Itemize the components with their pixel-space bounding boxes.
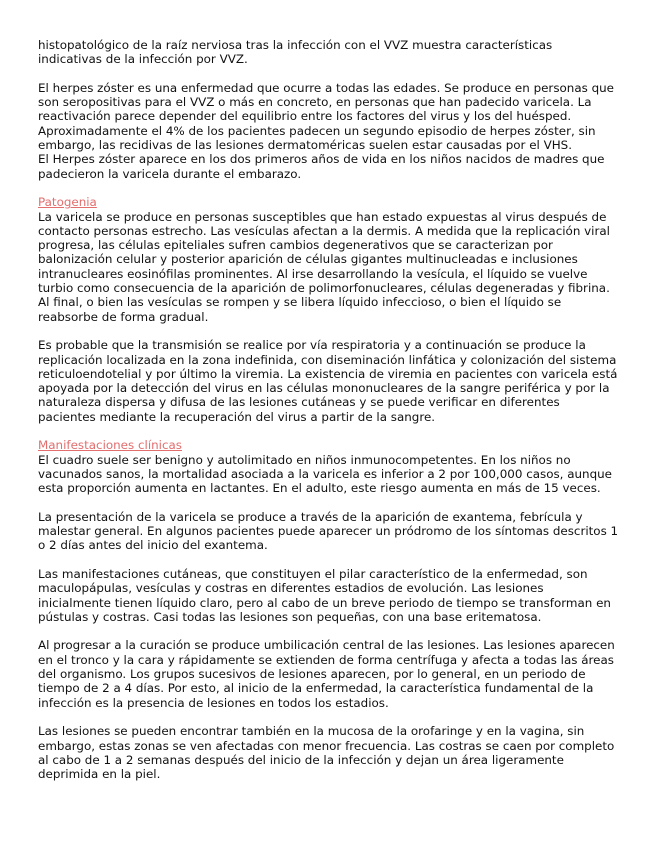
herpes-zoster-paragraph: El herpes zóster es una enfermedad que ocurre a todas las edades. Se produce en personas que son seropositivas para el VVZ o más en concreto, en personas que han padecido varicela. La reactivación parece depender del equilibrio entre los factores del virus y los del huésped. Aproximadamente el 4% de los pacientes padecen un segundo episodio de herpes zóster, sin embargo, las recidivas de las lesiones dermatoméricas suelen estar causadas por el VHS. [38, 80, 614, 153]
intro-paragraph [38, 81, 619, 181]
manifestaciones-paragraph: El cuadro suele ser benigno y autolimitado en niños inmunocompetentes. En los niños no vacunados sanos, la mortalidad asociada a la varicela es inferior a 2 por 100,000 casos, aunque esta proporción aumenta en lactantes. En el adulto, este riesgo aumenta en más de 15 veces. [38, 452, 612, 496]
manifestaciones-paragraph: La presentación de la varicela se produce a través de la aparición de exantema, febrícula y malestar general. En algunos pacientes puede aparecer un pródromo de los síntomas descritos 1 o 2 días antes del inicio del exantema. [38, 509, 619, 553]
manifestaciones-paragraph: Las manifestaciones cutáneas, que constituyen el pilar característico de la enfermedad, son maculopápulas, vesículas y costras en diferentes estadios de evolución. Las lesiones inicialmente tienen líquido claro, pero al cabo de un breve periodo de tiempo se transforman en pústulas y costras. Casi todas las lesiones son pequeñas, con una base eritematosa. [38, 566, 611, 624]
manifestaciones-paragraph: Las lesiones se pueden encontrar también en la mucosa de la orofaringe y en la vagina, sin embargo, estas zonas se ven afectadas con menor frecuencia. Las costras se caen por completo al cabo de 1 a 2 semanas después del inicio de la infección y dejan un área ligeramente deprimida en la piel. [38, 724, 615, 782]
patogenia-heading-link[interactable]: Patogenia [38, 195, 97, 210]
manifestaciones-heading-link[interactable]: Manifestaciones clínicas [38, 438, 182, 453]
patogenia-paragraph: La varicela se produce en personas susceptibles que han estado expuestas al virus después de contacto personas estrecho. Las vesículas afectan a la dermis. A medida que la replicación viral progresa, las células epiteliales sufren cambios degenerativos que se caracterizan por balonización celular y posterior aparición de células gigantes multinucleadas e inclusiones intranucleares eosinófilas prominentes. Al irse desarrollando la vesícula, el líquido se vuelve turbio como consecuencia de la aparición de polimorfonucleares, células degeneradas y fibrina. Al final, o bien las vesículas se rompen y se libera líquido infeccioso, o bien el líquido se reabsorbe de forma gradual. [38, 209, 610, 324]
patogenia-paragraph: Es probable que la transmisión se realice por vía respiratoria y a continuación se produce la replicación localizada en la zona indefinida, con diseminación linfática y colonización del sistema reticuloendotelial y por último la viremia. La existencia de viremia en pacientes con varicela está apoyada por la detección del virus en las células mononucleares de la sangre periférica y por la naturaleza dispersa y difusa de las lesiones cutáneas y se puede verificar en diferentes pacientes mediante la recuperación del virus a partir de la sangre. [38, 338, 618, 424]
manifestaciones-paragraph: Al progresar a la curación se produce umbilicación central de las lesiones. Las lesiones aparecen en el tronco y la cara y rápidamente se extienden de forma centrífuga y afecta a todas las áreas del organismo. Los grupos sucesivos de lesiones aparecen, por lo general, en un periodo de tiempo de 2 a 4 días. Por esto, al inicio de la enfermedad, la característica fundamental de la infección es la presencia de lesiones en todos los estadios. [38, 638, 615, 710]
intro-paragraph: histopatológico de la raíz nerviosa tras la infección con el VVZ muestra características indicativas de la infección por VVZ. [38, 38, 553, 67]
herpes-zoster-neonatal-paragraph: El Herpes zóster aparece en los dos primeros años de vida en los niños nacidos de madres que padecieron la varicela durante el embarazo. [38, 152, 605, 181]
